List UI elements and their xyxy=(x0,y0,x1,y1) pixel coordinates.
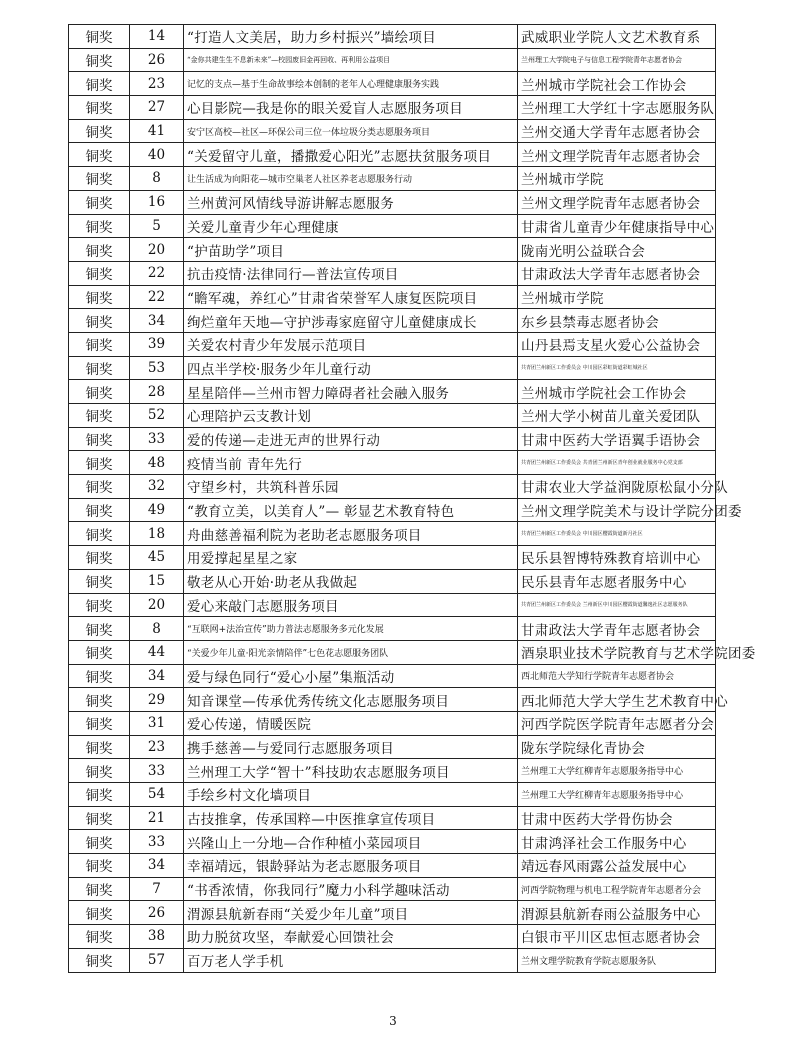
project-cell: 舟曲慈善福利院为老助老志愿服务项目 xyxy=(184,522,518,546)
awards-table-body xyxy=(69,25,756,973)
organization-cell: 共青团兰州新区工作委员会 兰州新区中川园区樱霞街道馨逸社区志愿服务队 xyxy=(518,593,716,617)
award-cell: 铜奖 xyxy=(69,877,130,901)
project-cell: 兰州理工大学“智十”科技助农志愿服务项目 xyxy=(184,759,518,783)
award-cell: 铜奖 xyxy=(69,261,130,285)
award-cell: 铜奖 xyxy=(69,711,130,735)
organization-cell: 靖远春风雨露公益发展中心 xyxy=(518,854,716,878)
number-cell: 33 xyxy=(130,427,184,451)
organization-cell: 共青团兰州新区工作委员会 中川园区彩虹街道彩虹城社区 xyxy=(518,356,716,380)
award-cell: 铜奖 xyxy=(69,498,130,522)
number-cell: 16 xyxy=(130,190,184,214)
project-cell: 爱心来敲门志愿服务项目 xyxy=(184,593,518,617)
number-cell: 26 xyxy=(130,48,184,72)
organization-cell: 共青团兰州新区工作委员会 中川园区樱霞街道新月社区 xyxy=(518,522,716,546)
project-cell: 抗击疫情·法律同行—普法宣传项目 xyxy=(184,261,518,285)
award-cell: 铜奖 xyxy=(69,285,130,309)
project-cell: “打造人文美居，助力乡村振兴”墙绘项目 xyxy=(184,25,518,49)
organization-cell: 兰州城市学院社会工作协会 xyxy=(518,72,716,96)
number-cell: 28 xyxy=(130,380,184,404)
project-cell: “书香浓情，你我同行”魔力小科学趣味活动 xyxy=(184,877,518,901)
award-cell: 铜奖 xyxy=(69,783,130,807)
award-cell: 铜奖 xyxy=(69,925,130,949)
table-row xyxy=(69,759,716,783)
organization-cell: 酒泉职业技术学院教育与艺术学院团委 xyxy=(518,640,716,664)
award-cell: 铜奖 xyxy=(69,25,130,49)
number-cell: 29 xyxy=(130,688,184,712)
table-row xyxy=(69,404,716,428)
project-cell: 四点半学校·服务少年儿童行动 xyxy=(184,356,518,380)
project-cell: 用爱撑起星星之家 xyxy=(184,546,518,570)
project-cell: 幸福靖远，银龄驿站为老志愿服务项目 xyxy=(184,854,518,878)
organization-cell: 兰州理工大学红十字志愿服务队 xyxy=(518,96,716,120)
table-row xyxy=(69,569,716,593)
number-cell: 31 xyxy=(130,711,184,735)
award-cell: 铜奖 xyxy=(69,48,130,72)
project-cell: 让生活成为向阳花—城市空巢老人社区养老志愿服务行动 xyxy=(184,167,518,191)
organization-cell: 民乐县青年志愿者服务中心 xyxy=(518,569,716,593)
organization-cell: 兰州大学小树苗儿童关爱团队 xyxy=(518,404,716,428)
award-cell: 铜奖 xyxy=(69,214,130,238)
table-row xyxy=(69,498,716,522)
table-row xyxy=(69,48,716,72)
page-number: 3 xyxy=(389,1014,397,1028)
award-cell: 铜奖 xyxy=(69,356,130,380)
table-row xyxy=(69,190,716,214)
number-cell: 14 xyxy=(130,25,184,49)
award-cell: 铜奖 xyxy=(69,190,130,214)
award-cell: 铜奖 xyxy=(69,143,130,167)
number-cell: 49 xyxy=(130,498,184,522)
award-cell: 铜奖 xyxy=(69,96,130,120)
number-cell: 45 xyxy=(130,546,184,570)
table-row xyxy=(69,735,716,759)
table-row xyxy=(69,617,716,641)
number-cell: 27 xyxy=(130,96,184,120)
organization-cell: 甘肃省儿童青少年健康指导中心 xyxy=(518,214,716,238)
number-cell: 5 xyxy=(130,214,184,238)
organization-cell: 西北师范大学知行学院青年志愿者协会 xyxy=(518,664,716,688)
award-cell: 铜奖 xyxy=(69,688,130,712)
project-cell: “关爱少年儿童·阳光亲情陪伴”七色花志愿服务团队 xyxy=(184,640,518,664)
organization-cell: 兰州城市学院 xyxy=(518,167,716,191)
table-row xyxy=(69,356,716,380)
number-cell: 48 xyxy=(130,451,184,475)
project-cell: 手绘乡村文化墙项目 xyxy=(184,783,518,807)
table-row xyxy=(69,96,716,120)
organization-cell: 兰州文理学院青年志愿者协会 xyxy=(518,143,716,167)
table-row xyxy=(69,688,716,712)
organization-cell: 陇东学院绿化青协会 xyxy=(518,735,716,759)
award-cell: 铜奖 xyxy=(69,759,130,783)
organization-cell: 甘肃中医药大学骨伤协会 xyxy=(518,806,716,830)
number-cell: 18 xyxy=(130,522,184,546)
number-cell: 40 xyxy=(130,143,184,167)
table-row xyxy=(69,427,716,451)
award-cell: 铜奖 xyxy=(69,427,130,451)
number-cell: 33 xyxy=(130,759,184,783)
number-cell: 52 xyxy=(130,404,184,428)
project-cell: “教育立美，以美育人”— 彰显艺术教育特色 xyxy=(184,498,518,522)
organization-cell: 白银市平川区忠恒志愿者协会 xyxy=(518,925,716,949)
project-cell: 兴隆山上一分地—合作种植小菜园项目 xyxy=(184,830,518,854)
award-cell: 铜奖 xyxy=(69,475,130,499)
table-row xyxy=(69,119,716,143)
award-cell: 铜奖 xyxy=(69,854,130,878)
organization-cell: 甘肃鸿泽社会工作服务中心 xyxy=(518,830,716,854)
awards-table xyxy=(68,24,756,973)
organization-cell: 兰州城市学院 xyxy=(518,285,716,309)
project-cell: 兰州黄河风情线导游讲解志愿服务 xyxy=(184,190,518,214)
project-cell: 携手慈善—与爱同行志愿服务项目 xyxy=(184,735,518,759)
project-cell: 渭源县航新春雨“关爱少年儿童”项目 xyxy=(184,901,518,925)
number-cell: 38 xyxy=(130,925,184,949)
project-cell: 星星陪伴—兰州市智力障碍者社会融入服务 xyxy=(184,380,518,404)
award-cell: 铜奖 xyxy=(69,901,130,925)
table-row xyxy=(69,143,716,167)
table-row xyxy=(69,238,716,262)
organization-cell: 兰州交通大学青年志愿者协会 xyxy=(518,119,716,143)
number-cell: 21 xyxy=(130,806,184,830)
number-cell: 8 xyxy=(130,617,184,641)
table-row xyxy=(69,72,716,96)
project-cell: “护苗助学”项目 xyxy=(184,238,518,262)
table-row xyxy=(69,261,716,285)
award-cell: 铜奖 xyxy=(69,522,130,546)
table-row xyxy=(69,546,716,570)
table-row xyxy=(69,380,716,404)
project-cell: 关爱儿童青少年心理健康 xyxy=(184,214,518,238)
number-cell: 20 xyxy=(130,593,184,617)
number-cell: 22 xyxy=(130,261,184,285)
organization-cell: 兰州理工大学红柳青年志愿服务指导中心 xyxy=(518,783,716,807)
award-cell: 铜奖 xyxy=(69,806,130,830)
organization-cell: 西北师范大学大学生艺术教育中心 xyxy=(518,688,716,712)
number-cell: 23 xyxy=(130,735,184,759)
number-cell: 32 xyxy=(130,475,184,499)
project-cell: 心目影院—我是你的眼关爱盲人志愿服务项目 xyxy=(184,96,518,120)
project-cell: 疫情当前 青年先行 xyxy=(184,451,518,475)
organization-cell: 河西学院物理与机电工程学院青年志愿者分会 xyxy=(518,877,716,901)
table-row xyxy=(69,25,716,49)
award-cell: 铜奖 xyxy=(69,332,130,356)
number-cell: 57 xyxy=(130,948,184,972)
award-cell: 铜奖 xyxy=(69,380,130,404)
organization-cell: 兰州文理学院教育学院志愿服务队 xyxy=(518,948,716,972)
number-cell: 33 xyxy=(130,830,184,854)
organization-cell: 共青团兰州新区工作委员会 共青团兰州新区青年创业就业服务中心党支部 xyxy=(518,451,716,475)
project-cell: 记忆的支点—基于生命故事绘本创制的老年人心理健康服务实践 xyxy=(184,72,518,96)
project-cell: 敬老从心开始·助老从我做起 xyxy=(184,569,518,593)
project-cell: “瞻军魂，养红心”甘肃省荣誉军人康复医院项目 xyxy=(184,285,518,309)
project-cell: 爱的传递—走进无声的世界行动 xyxy=(184,427,518,451)
table-row xyxy=(69,522,716,546)
project-cell: 绚烂童年天地—守护涉毒家庭留守儿童健康成长 xyxy=(184,309,518,333)
number-cell: 53 xyxy=(130,356,184,380)
project-cell: 知音课堂—传承优秀传统文化志愿服务项目 xyxy=(184,688,518,712)
number-cell: 34 xyxy=(130,664,184,688)
table-row xyxy=(69,309,716,333)
organization-cell: 甘肃政法大学青年志愿者协会 xyxy=(518,261,716,285)
table-row xyxy=(69,901,716,925)
table-row xyxy=(69,783,716,807)
award-cell: 铜奖 xyxy=(69,617,130,641)
project-cell: 助力脱贫攻坚，奉献爱心回馈社会 xyxy=(184,925,518,949)
table-row xyxy=(69,451,716,475)
number-cell: 39 xyxy=(130,332,184,356)
number-cell: 26 xyxy=(130,901,184,925)
organization-cell: 兰州文理学院青年志愿者协会 xyxy=(518,190,716,214)
award-cell: 铜奖 xyxy=(69,404,130,428)
number-cell: 34 xyxy=(130,309,184,333)
table-row xyxy=(69,925,716,949)
organization-cell: 武威职业学院人文艺术教育系 xyxy=(518,25,716,49)
award-cell: 铜奖 xyxy=(69,664,130,688)
number-cell: 54 xyxy=(130,783,184,807)
project-cell: 百万老人学手机 xyxy=(184,948,518,972)
table-row xyxy=(69,877,716,901)
award-cell: 铜奖 xyxy=(69,238,130,262)
number-cell: 20 xyxy=(130,238,184,262)
project-cell: “金你共建生生不息新未来”—校园废旧金再回收、再利用公益项目 xyxy=(184,48,518,72)
project-cell: “关爱留守儿童，播撒爱心阳光”志愿扶贫服务项目 xyxy=(184,143,518,167)
organization-cell: 兰州理工大学院电子与信息工程学院青年志愿者协会 xyxy=(518,48,716,72)
table-row xyxy=(69,285,716,309)
table-row xyxy=(69,167,716,191)
award-cell: 铜奖 xyxy=(69,451,130,475)
project-cell: 古技推拿，传承国粹—中医推拿宣传项目 xyxy=(184,806,518,830)
award-cell: 铜奖 xyxy=(69,640,130,664)
project-cell: 安宁区高校—社区—环保公司三位一体垃圾分类志愿服务项目 xyxy=(184,119,518,143)
table-row xyxy=(69,640,716,664)
table-row xyxy=(69,664,716,688)
organization-cell: 兰州城市学院社会工作协会 xyxy=(518,380,716,404)
award-cell: 铜奖 xyxy=(69,735,130,759)
table-row xyxy=(69,475,716,499)
table-row xyxy=(69,830,716,854)
organization-cell: 甘肃中医药大学语翼手语协会 xyxy=(518,427,716,451)
number-cell: 8 xyxy=(130,167,184,191)
table-row xyxy=(69,214,716,238)
award-cell: 铜奖 xyxy=(69,119,130,143)
organization-cell: 东乡县禁毒志愿者协会 xyxy=(518,309,716,333)
project-cell: 爱与绿色同行“爱心小屋”集瓶活动 xyxy=(184,664,518,688)
table-row xyxy=(69,332,716,356)
project-cell: 守望乡村，共筑科普乐园 xyxy=(184,475,518,499)
table-row xyxy=(69,854,716,878)
award-cell: 铜奖 xyxy=(69,309,130,333)
project-cell: 爱心传递，情暖医院 xyxy=(184,711,518,735)
number-cell: 44 xyxy=(130,640,184,664)
award-cell: 铜奖 xyxy=(69,830,130,854)
project-cell: 心理陪护云支教计划 xyxy=(184,404,518,428)
award-cell: 铜奖 xyxy=(69,569,130,593)
table-row xyxy=(69,806,716,830)
table-row xyxy=(69,948,716,972)
organization-cell: 渭源县航新春雨公益服务中心 xyxy=(518,901,716,925)
number-cell: 23 xyxy=(130,72,184,96)
award-cell: 铜奖 xyxy=(69,72,130,96)
organization-cell: 兰州文理学院美术与设计学院分团委 xyxy=(518,498,716,522)
organization-cell: 甘肃政法大学青年志愿者协会 xyxy=(518,617,716,641)
organization-cell: 河西学院医学院青年志愿者分会 xyxy=(518,711,716,735)
project-cell: “互联网+法治宣传”助力普法志愿服务多元化发展 xyxy=(184,617,518,641)
organization-cell: 民乐县智博特殊教育培训中心 xyxy=(518,546,716,570)
award-cell: 铜奖 xyxy=(69,546,130,570)
number-cell: 22 xyxy=(130,285,184,309)
organization-cell: 甘肃农业大学益润陇原松鼠小分队 xyxy=(518,475,716,499)
number-cell: 15 xyxy=(130,569,184,593)
organization-cell: 兰州理工大学红柳青年志愿服务指导中心 xyxy=(518,759,716,783)
table-row xyxy=(69,711,716,735)
award-cell: 铜奖 xyxy=(69,167,130,191)
organization-cell: 陇南光明公益联合会 xyxy=(518,238,716,262)
table-row xyxy=(69,593,716,617)
project-cell: 关爱农村青少年发展示范项目 xyxy=(184,332,518,356)
award-cell: 铜奖 xyxy=(69,948,130,972)
number-cell: 7 xyxy=(130,877,184,901)
organization-cell: 山丹县焉支星火爱心公益协会 xyxy=(518,332,716,356)
award-cell: 铜奖 xyxy=(69,593,130,617)
number-cell: 34 xyxy=(130,854,184,878)
number-cell: 41 xyxy=(130,119,184,143)
